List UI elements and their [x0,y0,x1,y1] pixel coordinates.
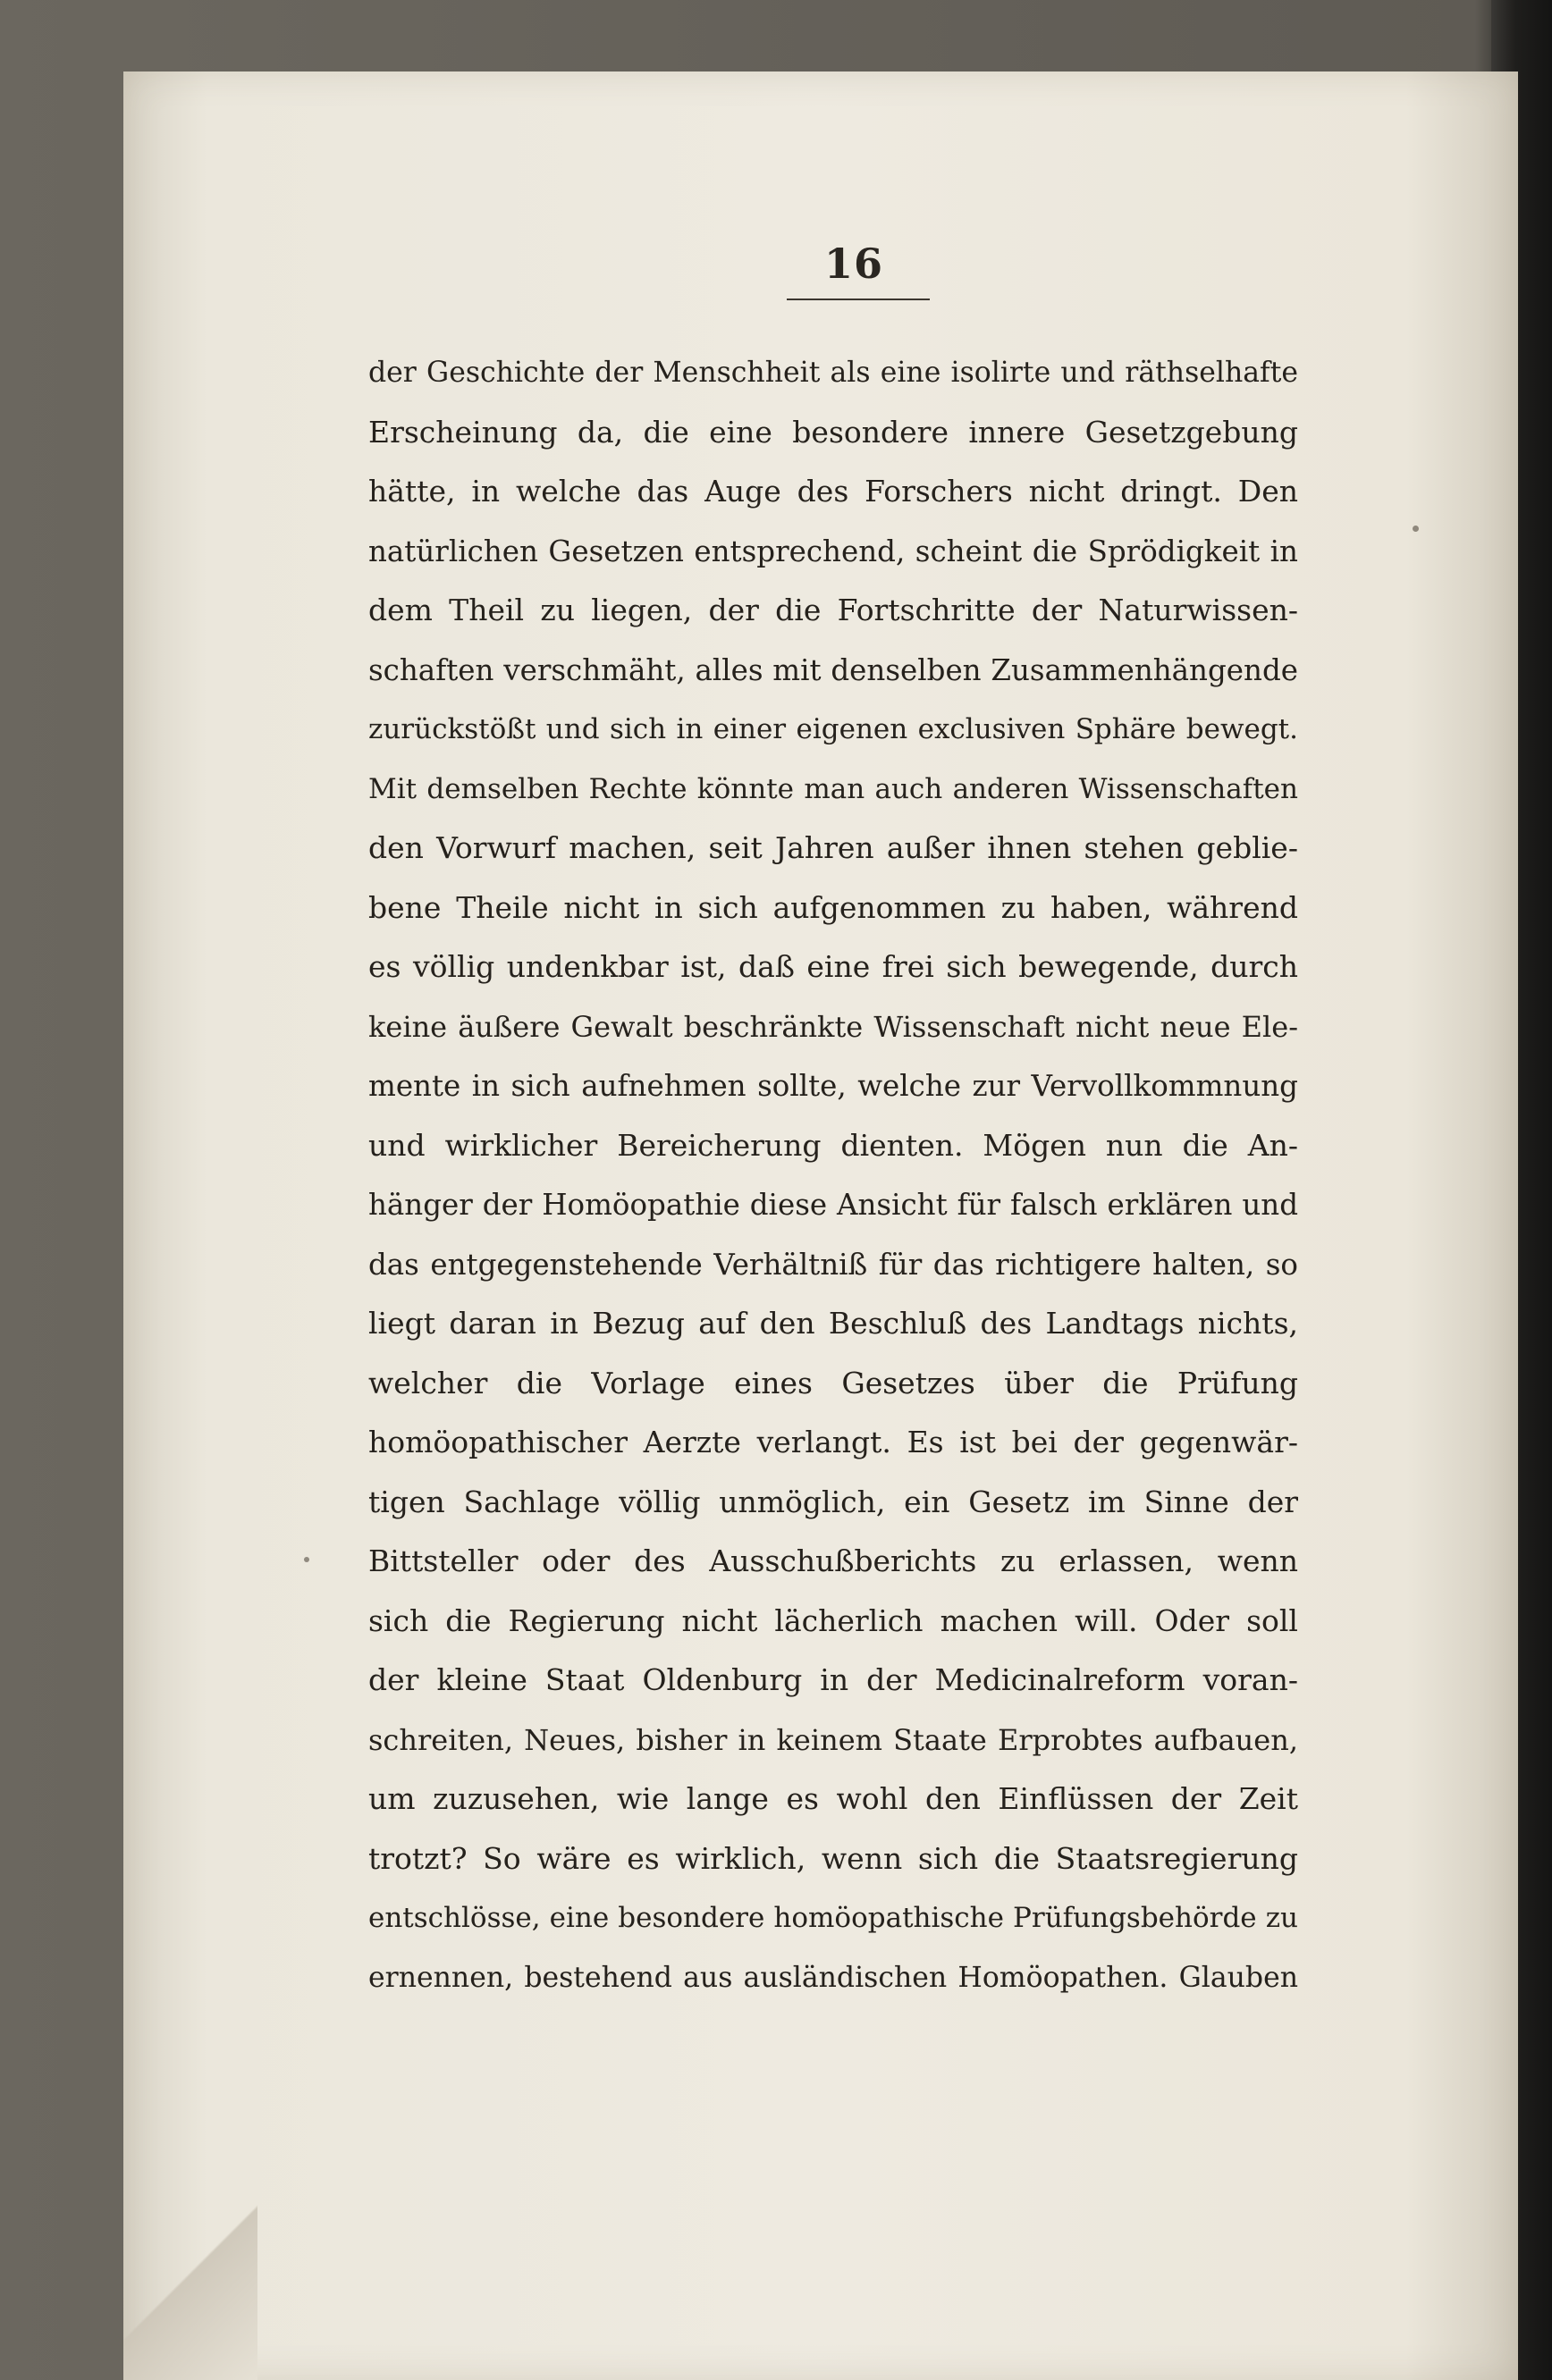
text-line: tigen Sachlage völlig unmöglich, ein Gesetz im Sinne der [368,1484,1298,1519]
page-number: 16 [823,240,883,288]
text-line: mente in sich aufnehmen sollte, welche zur Vervollkommnung [368,1069,1298,1103]
text-line: zurückstößt und sich in einer eigenen exclusiven Sphäre bewegt. [368,713,1298,745]
page-number-rule [787,299,930,300]
text-line: der Geschichte der Menschheit als eine isolirte und räthselhafte [368,357,1298,389]
text-line: natürlichen Gesetzen entsprechend, scheint die Sprödigkeit in [368,534,1298,568]
ink-spot [1413,526,1419,532]
text-line: homöopathischer Aerzte verlangt. Es ist bei der gegenwär- [368,1425,1298,1459]
text-line: um zuzusehen, wie lange es wohl den Einflüssen der Zeit [368,1781,1298,1816]
text-line: entschlösse, eine besondere homöopathische Prüfungsbehörde zu [368,1902,1298,1934]
text-line: und wirklicher Bereicherung dienten. Mögen nun die An- [368,1127,1298,1163]
ink-spot [304,1557,309,1562]
text-line: schreiten, Neues, bisher in keinem Staate Erprobtes aufbauen, [368,1722,1298,1757]
text-line: trotzt? So wäre es wirklich, wenn sich die Staatsregierung [368,1840,1298,1876]
text-line: Bittsteller oder des Ausschußberichts zu erlassen, wenn [368,1543,1298,1578]
text-line: dem Theil zu liegen, der die Fortschritte der Naturwissen- [368,593,1298,627]
text-line: schaften verschmäht, alles mit denselben Zusammenhängende [368,652,1298,687]
text-line: es völlig undenkbar ist, daß eine frei sich bewegende, durch [368,949,1298,984]
text-line: welcher die Vorlage eines Gesetzes über die Prüfung [368,1365,1298,1400]
text-line: ernennen, bestehend aus ausländischen Homöopathen. Glauben [368,1961,1298,1994]
text-line: hätte, in welche das Auge des Forschers nicht dringt. Den [368,474,1298,509]
text-line: hänger der Homöopathie diese Ansicht für falsch erklären und [368,1188,1298,1222]
text-line: bene Theile nicht in sich aufgenommen zu haben, während [368,889,1298,925]
text-line: sich die Regierung nicht lächerlich machen will. Oder soll [368,1602,1298,1638]
text-line: das entgegenstehende Verhältniß für das richtigere halten, so [368,1247,1298,1282]
text-line: keine äußere Gewalt beschränkte Wissenschaft nicht neue Ele- [368,1009,1298,1044]
text-line: den Vorwurf machen, seit Jahren außer ihnen stehen geblie- [368,830,1298,865]
text-line: liegt daran in Bezug auf den Beschluß des Landtags nichts, [368,1306,1298,1341]
text-line: Mit demselben Rechte könnte man auch anderen Wissenschaften [368,772,1298,805]
body-text [368,343,1298,2007]
text-line: der kleine Staat Oldenburg in der Medicinalreform voran- [368,1662,1298,1697]
text-line: Erscheinung da, die eine besondere innere Gesetzgebung [368,414,1298,450]
